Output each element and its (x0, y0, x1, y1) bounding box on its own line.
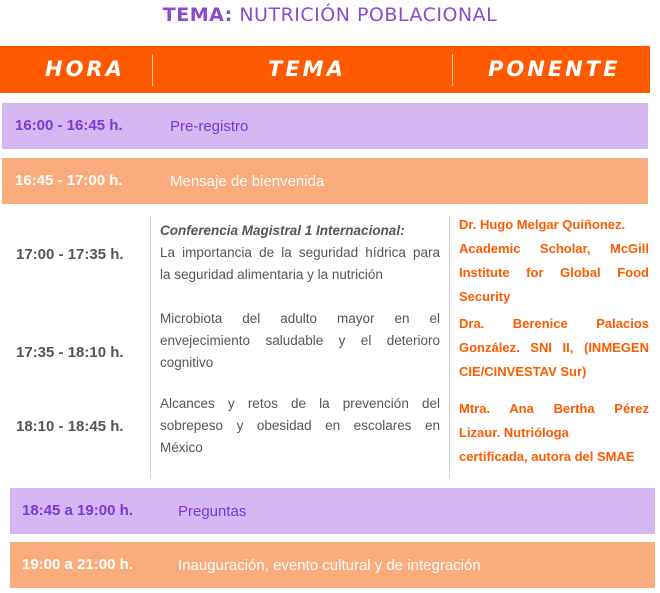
row-topic: Mensaje de bienvenida (170, 173, 325, 190)
title-prefix: TEMA: (162, 4, 233, 26)
talk-conferencia-magistral (160, 220, 440, 286)
column-tema: TEMA (268, 57, 346, 81)
talk-line: sobrepeso y obesidad en escolares en (160, 418, 440, 433)
talk-line: Alcances y retos de la prevención del (160, 396, 440, 411)
talk-microbiota (160, 308, 440, 374)
row-time: 17:35 - 18:10 h. (16, 344, 124, 361)
conference-label: Conferencia Magistral 1 Internacional: (160, 223, 405, 238)
talk-line: México (160, 440, 203, 455)
row-time: 16:00 - 16:45 h. (15, 117, 123, 134)
speaker-perez (459, 397, 649, 469)
talk-line: La importancia de la seguridad hídrica para (160, 245, 440, 260)
row-preregistro (2, 103, 648, 149)
speaker-palacios (459, 312, 649, 384)
speaker-line: Mtra. Ana Bertha Pérez (459, 401, 649, 416)
speaker-line: certificada, autora del SMAE (459, 449, 635, 464)
speaker-line: Dra. Berenice Palacios (459, 316, 649, 331)
speaker-melgar (459, 213, 649, 309)
row-topic: Preguntas (178, 503, 247, 520)
row-time: 16:45 - 17:00 h. (15, 172, 123, 189)
row-time: 17:00 - 17:35 h. (16, 246, 124, 263)
row-topic: Pre-registro (170, 118, 249, 135)
speaker-line: Lizaur. Nutrióloga (459, 425, 569, 440)
column-divider (449, 216, 450, 478)
row-time: 18:45 a 19:00 h. (22, 502, 133, 519)
row-bienvenida (2, 158, 648, 204)
speaker-line: Dr. Hugo Melgar Quiñonez. (459, 217, 626, 232)
page-title (0, 4, 660, 26)
row-topic: Inauguración, evento cultural y de integración (178, 557, 481, 574)
column-ponente: PONENTE (488, 57, 621, 81)
row-time: 19:00 a 21:00 h. (22, 556, 133, 573)
column-divider (150, 216, 151, 478)
speaker-line: Security (459, 289, 511, 304)
speaker-line: CIE/CINVESTAV Sur) (459, 364, 587, 379)
speaker-line: González. SNI II, (INMEGEN (459, 340, 649, 355)
speaker-line: Academic Scholar, McGill (459, 241, 649, 256)
header-divider (452, 54, 453, 86)
row-inauguracion (10, 542, 655, 588)
column-hora: HORA (45, 57, 125, 81)
row-preguntas (10, 488, 655, 534)
talk-line: cognitivo (160, 355, 214, 370)
header-divider (152, 54, 153, 86)
talk-line: la seguridad alimentaria y la nutrición (160, 267, 383, 282)
talk-obesidad (160, 393, 440, 459)
title-text: NUTRICIÓN POBLACIONAL (239, 4, 498, 26)
speaker-line: Institute for Global Food (459, 265, 649, 280)
talk-line: Microbiota del adulto mayor en el (160, 311, 440, 326)
row-time: 18:10 - 18:45 h. (16, 418, 124, 435)
table-header (0, 46, 650, 93)
talk-line: envejecimiento saludable y el deterioro (160, 333, 440, 348)
